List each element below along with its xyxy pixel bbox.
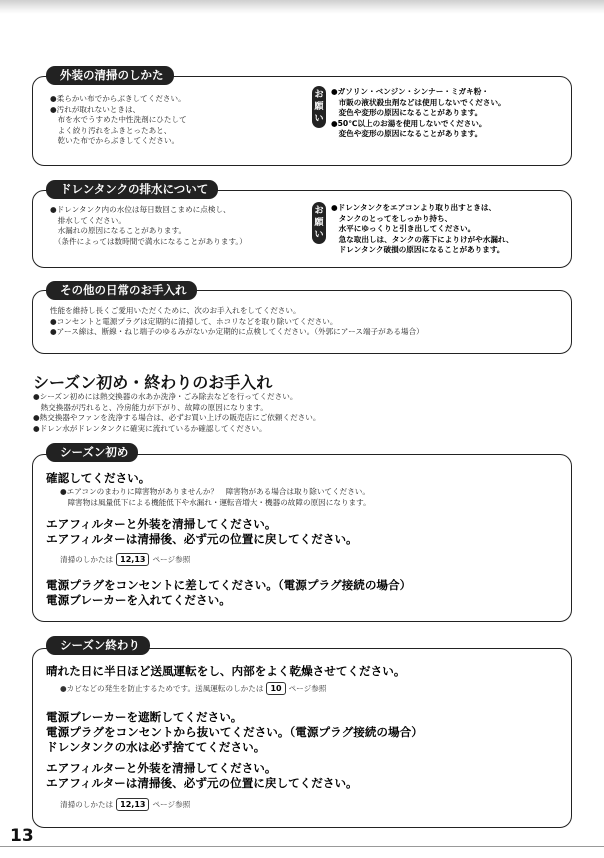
end-filter-cleaning-heading: エアフィルターと外装を清掃してください。 エアフィルターは清掃後、必ず元の位置に戻してください。	[46, 761, 358, 790]
end-cleaning-page-reference: 清掃のしかたは 12,13 ページ参照	[60, 800, 191, 809]
check-note: ●エアコンのまわりに障害物がありませんか？ 障害物がある場合は取り除いてください。 障害物は風量低下による機能低下や水漏れ・運転音増大・機器の故障の原因になります。	[60, 487, 371, 507]
page-ref-icon: 10	[266, 682, 285, 695]
power-on-heading: 電源プラグをコンセントに差してください。（電源プラグ接続の場合） 電源ブレーカーを入れてください。	[46, 578, 412, 607]
exterior-cleaning-instructions: ●柔らかい布でからぶきしてください。 ●汚れが取れないときは、 布を水でうすめた中性洗剤にひたして よく絞り汚れをふきとったあと、 乾いた布でからぶきしてください。	[50, 94, 187, 146]
drain-tank-instructions: ●ドレンタンク内の水位は毎日数回こまめに点検し、 排水してください。 水漏れの原因になることがあります。 （条件によっては数時間で満水になることがあります。）	[50, 205, 247, 246]
drain-tank-caution: ●ドレンタンクをエアコンより取り出すときは、 タンクのとってをしっかり持ち、 水平にゆっくりと引き出してください。 急な取出しは、タンクの落下によりけがや水漏れ、 ドレンタンク破損の原因になることがあります。	[331, 203, 514, 255]
page-ref-icon: 12,13	[116, 798, 149, 811]
dry-run-heading: 晴れた日に半日ほど送風運転をし、内部をよく乾燥させてください。	[46, 664, 406, 678]
caution-badge: お 願 い	[312, 202, 326, 244]
dry-run-note: ●カビなどの発生を防止するためです。送風運転のしかたは 10 ページ参照	[60, 684, 327, 693]
season-start-title: シーズン初め	[46, 443, 138, 462]
cleaning-page-reference: 清掃のしかたは 12,13 ページ参照	[60, 555, 191, 564]
top-gradient-bar	[0, 0, 604, 14]
exterior-cleaning-caution: ●ガソリン・ベンジン・シンナー・ミガキ粉・ 市販の液状殺虫剤などは使用しないでください。 変色や変形の原因になることがあります。 ●50℃以上のお湯を使用しないでください。 変色や変形の原因になることがあります。	[331, 87, 506, 139]
check-heading: 確認してください。	[46, 471, 151, 485]
season-care-intro: ●シーズン初めには熱交換器の水あか洗浄・ごみ除去などを行ってください。 熱交換器が汚れると、冷房能力が下がり、故障の原因になります。 ●熱交換器やファンを洗浄する場合は、必ずお買い上げの販売店にご依頼ください。 ●ドレン水がドレンタンクに確実に流れているか確認してください。	[33, 392, 321, 433]
season-care-heading: シーズン初め・終わりのお手入れ	[33, 373, 273, 392]
caution-badge: お 願 い	[312, 86, 326, 128]
exterior-cleaning-title: 外装の清掃のしかた	[46, 66, 174, 85]
daily-care-text: 性能を維持し長くご愛用いただくために、次のお手入れをしてください。 ●コンセントと電源プラグは定期的に清掃して、ホコリなどを取り除いてください。 ●アース線は、断線・ねじ端子のゆるみがないか定期的に点検してください。（外郭にアース端子がある場合）	[50, 306, 424, 337]
drain-tank-title: ドレンタンクの排水について	[46, 180, 218, 199]
filter-cleaning-heading: エアフィルターと外装を清掃してください。 エアフィルターは清掃後、必ず元の位置に戻してください。	[46, 517, 358, 546]
page-number: 13	[10, 826, 34, 846]
power-off-heading: 電源ブレーカーを遮断してください。 電源プラグをコンセントから抜いてください。（電源プラグ接続の場合） ドレンタンクの水は必ず捨ててください。	[46, 710, 423, 754]
footer-divider	[0, 846, 604, 847]
season-end-title: シーズン終わり	[46, 636, 150, 655]
daily-care-title: その他の日常のお手入れ	[46, 281, 197, 300]
page-ref-icon: 12,13	[116, 553, 149, 566]
